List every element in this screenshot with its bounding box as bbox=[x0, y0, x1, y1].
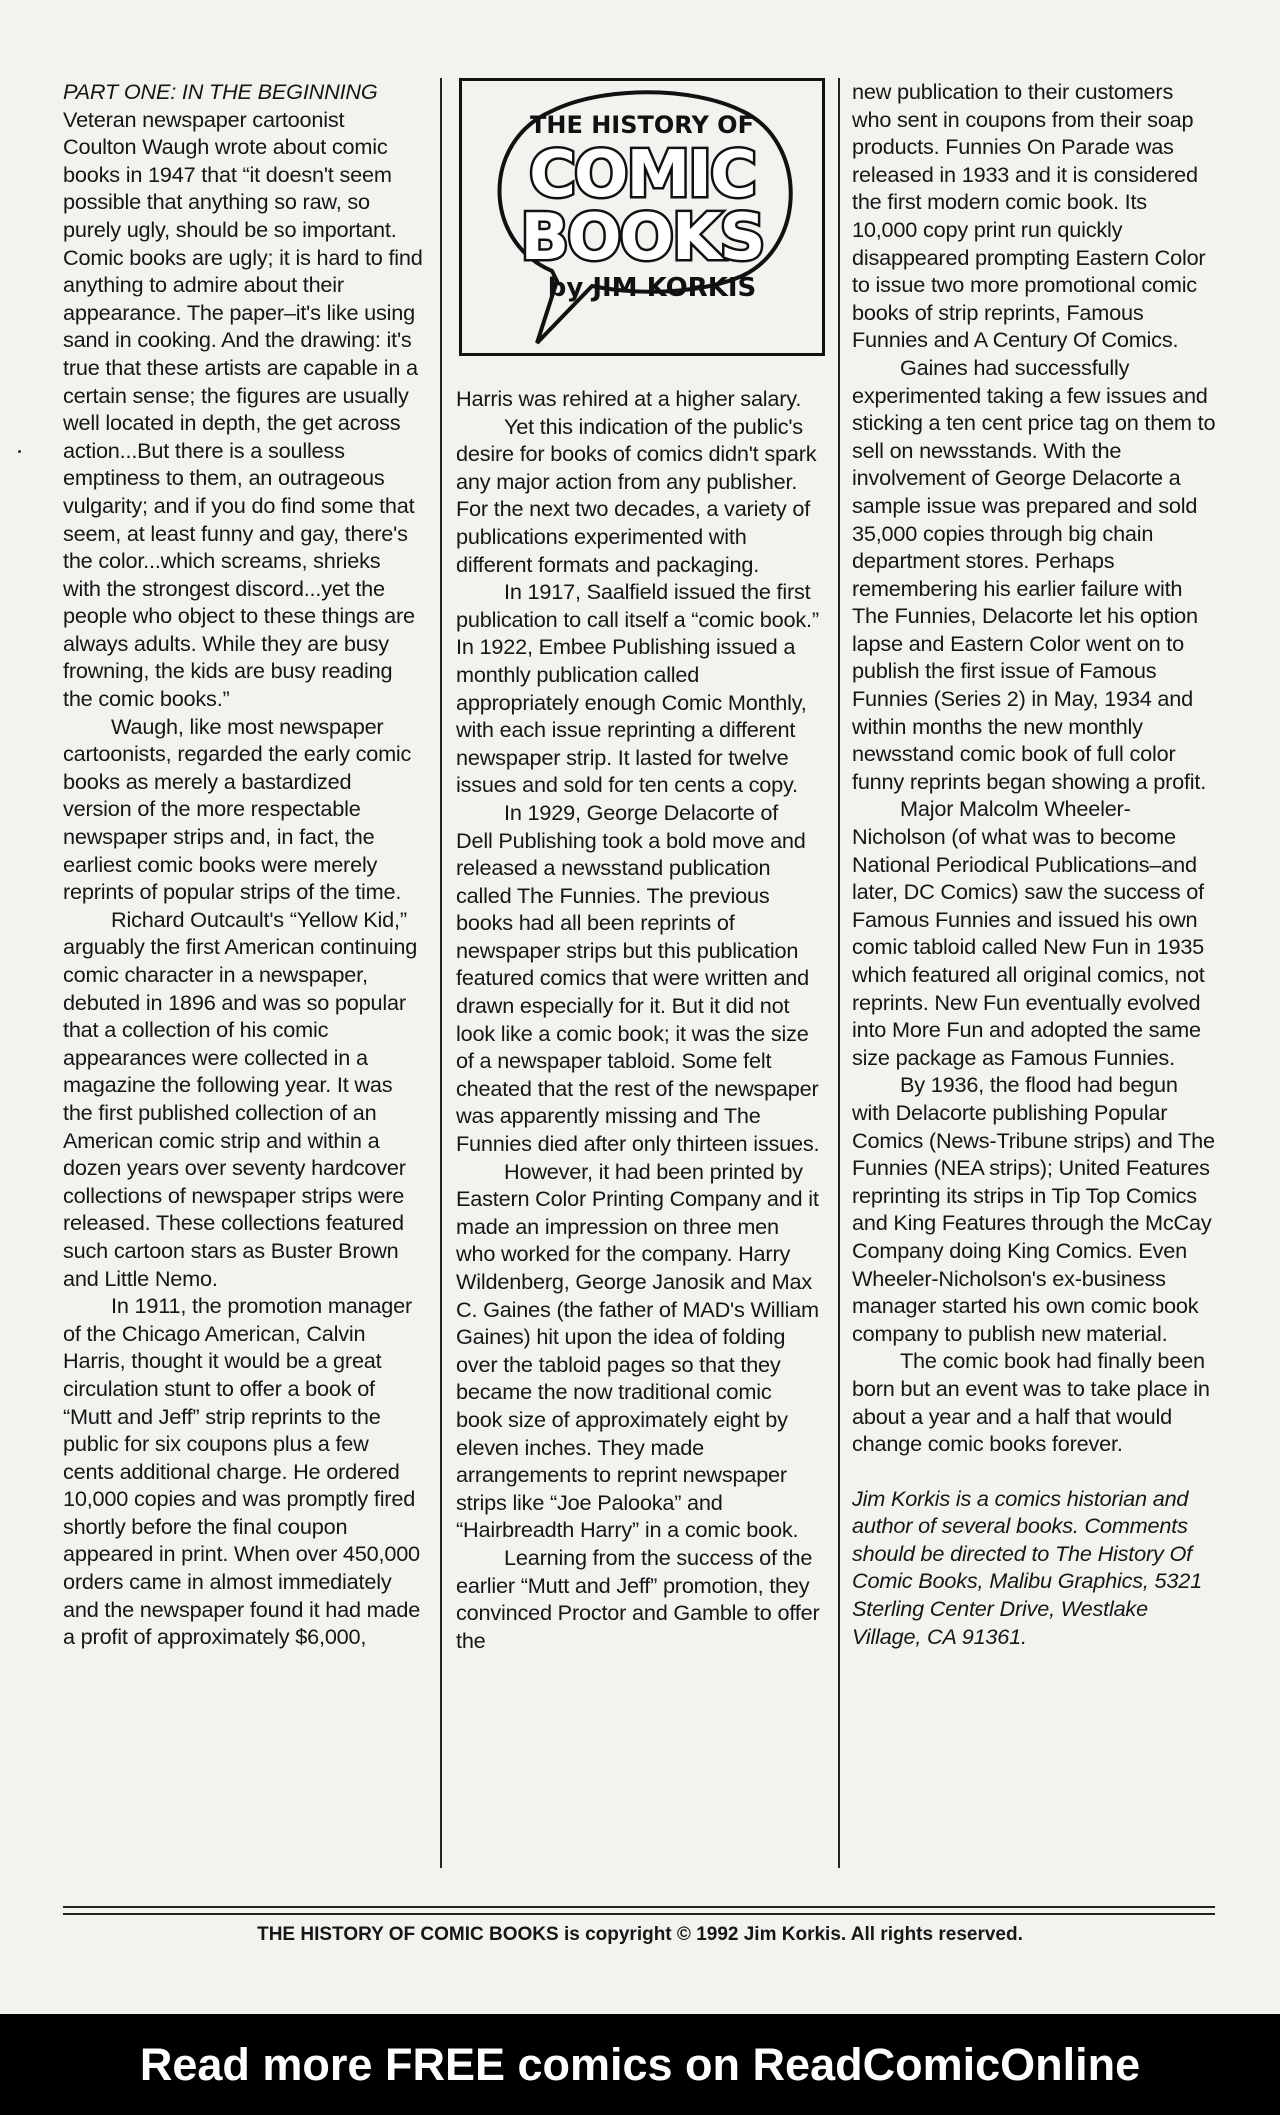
logo-line-3: BOOKS bbox=[520, 201, 764, 275]
author-bio: Jim Korkis is a comics historian and author of several books. Comments should be directed to The History Of Comic Books, Malibu Graphics, 5321 Sterling Center Drive, Westlake Village, CA 91361. bbox=[852, 1485, 1202, 1649]
copyright-notice: THE HISTORY OF COMIC BOOKS is copyright © 1992 Jim Korkis. All rights reserved. bbox=[257, 1924, 1023, 1945]
paragraph: In 1911, the promotion manager of the Chicago American, Calvin Harris, thought it would be a great circulation stunt to offer a book of “Mutt and Jeff” strip reprints to the public for six coupons plus a few cents additional charge. He ordered 10,000 copies and was promptly fired shortly before the final coupon appeared in print. When over 450,000 orders came in almost immediately and the newspaper found it had made a profit of approximately $6,000, bbox=[63, 1293, 421, 1650]
paragraph: By 1936, the flood had begun with Delacorte publishing Popular Comics (News-Tribune strips) and The Funnies (NEA strips); United Features reprinting its strips in Tip Top Comics and King Features through the McCay Company doing King Comics. Even Wheeler-Nicholson's ex-business manager started his own comic book company to publish new material. bbox=[852, 1072, 1215, 1346]
paragraph: Harris was rehired at a higher salary. bbox=[456, 386, 802, 411]
paragraph: Yet this indication of the public's desire for books of comics didn't spark any major action from any publisher. For the next two decades, a variety of publications experimented with different formats and packaging. bbox=[456, 413, 817, 577]
column-3 bbox=[852, 78, 1217, 1650]
column-1 bbox=[63, 78, 423, 1651]
paragraph: In 1929, George Delacorte of Dell Publishing took a bold move and released a newsstand publication called The Funnies. The previous books had all been reprints of newspaper strips but this publication featured comics that were written and drawn especially for it. But it did not look like a comic book; it was the size of a newspaper tabloid. Some felt cheated that the rest of the newspaper was apparently missing and The Funnies died after only thirteen issues. bbox=[456, 799, 820, 1157]
logo-line-1: THE HISTORY OF bbox=[530, 111, 754, 139]
paragraph: Major Malcolm Wheeler-Nicholson (of what was to become National Periodical Publications–and later, DC Comics) saw the success of Famous Funnies and issued his own comic tabloid called New Fun in 1935 which featured all original comics, not reprints. New Fun eventually evolved into More Fun and adopted the same size package as Famous Funnies. bbox=[852, 796, 1205, 1070]
logo-line-2: COMIC bbox=[529, 138, 755, 212]
column-rule-right bbox=[838, 78, 840, 1868]
column-2 bbox=[456, 385, 820, 1654]
paragraph: However, it had been printed by Eastern Color Printing Company and it made an impression on three men who worked for the company. Harry Wildenberg, George Janosik and Max C. Gaines (the father of MAD's William Gaines) hit upon the idea of folding over the tabloid pages so that they became the now traditional comic book size of approximately eight by eleven inches. They made arrangements to reprint newspaper strips like “Joe Palooka” and “Hairbreadth Harry” in a comic book. bbox=[456, 1158, 819, 1543]
footer-rule-top bbox=[63, 1906, 1215, 1908]
paragraph: Gaines had successfully experimented taking a few issues and sticking a ten cent price tag on them to sell on newsstands. With the involvement of George Delacorte a sample issue was prepared and sold 35,000 copies through big chain department stores. Perhaps remembering his earlier failure with The Funnies, Delacorte let his option lapse and Eastern Color went on to publish the first issue of Famous Funnies (Series 2) in May, 1934 and within months the new monthly newsstand comic book of full color funny reprints began showing a profit. bbox=[852, 354, 1216, 794]
speck bbox=[18, 450, 21, 453]
paragraph bbox=[63, 78, 423, 713]
paragraph: In 1917, Saalfield issued the first publication to call itself a “comic book.” In 1922, Embee Publishing issued a monthly publication called appropriately enough Comic Monthly, with each issue reprinting a different newspaper strip. It lasted for twelve issues and sold for ten cents a copy. bbox=[456, 579, 819, 798]
paragraph-text: Veteran newspaper cartoonist Coulton Waugh wrote about comic books in 1947 that “it doesn't seem possible that anything so raw, so purely ugly, should be so important. Comic books are ugly; it is hard to find anything to admire about their appearance. The paper–it's like using sand in cooking. And the drawing: it's true that these artists are capable in a certain sense; the figures are usually well located in depth, the get across action...But there is a soulless emptiness to them, an outrageous vulgarity; and if you do find some that seem, at least funny and gay, there's the color...which screams, shrieks with the strongest discord...yet the people who object to these things are always adults. While they are busy frowning, the kids are busy reading the comic books.” bbox=[63, 106, 423, 712]
section-heading: PART ONE: IN THE BEGINNING bbox=[63, 79, 378, 104]
paragraph: Waugh, like most newspaper cartoonists, regarded the early comic books as merely a bastardized version of the more respectable newspaper strips and, in fact, the earliest comic books were merely reprints of popular strips of the time. bbox=[63, 713, 412, 905]
title-logo bbox=[462, 81, 822, 353]
logo-line-4: by JIM KORKIS bbox=[547, 273, 757, 303]
paragraph: new publication to their customers who sent in coupons from their soap products. Funnies On Parade was released in 1933 and it is considered the first modern comic book. Its 10,000 copy print run quickly disappeared prompting Eastern Color to issue two more promotional comic books of strip reprints, Famous Funnies and A Century Of Comics. bbox=[852, 79, 1206, 353]
column-rule-left bbox=[440, 78, 442, 1868]
footer-rule-bottom bbox=[63, 1913, 1215, 1915]
title-logo-box bbox=[459, 78, 825, 356]
paragraph: The comic book had finally been born but an event was to take place in about a year and a half that would change comic books forever. bbox=[852, 1348, 1210, 1457]
paragraph: Learning from the success of the earlier “Mutt and Jeff” promotion, they convinced Proctor and Gamble to offer the bbox=[456, 1544, 820, 1653]
paragraph: Richard Outcault's “Yellow Kid,” arguably the first American continuing comic character in a newspaper, debuted in 1896 and was so popular that a collection of his comic appearances were collected in a magazine the following year. It was the first published collection of an American comic strip and within a dozen years over seventy hardcover collections of newspaper strips were released. These collections featured such cartoon stars as Buster Brown and Little Nemo. bbox=[63, 906, 418, 1291]
promo-banner-link[interactable]: Read more FREE comics on ReadComicOnline bbox=[0, 2014, 1280, 2115]
